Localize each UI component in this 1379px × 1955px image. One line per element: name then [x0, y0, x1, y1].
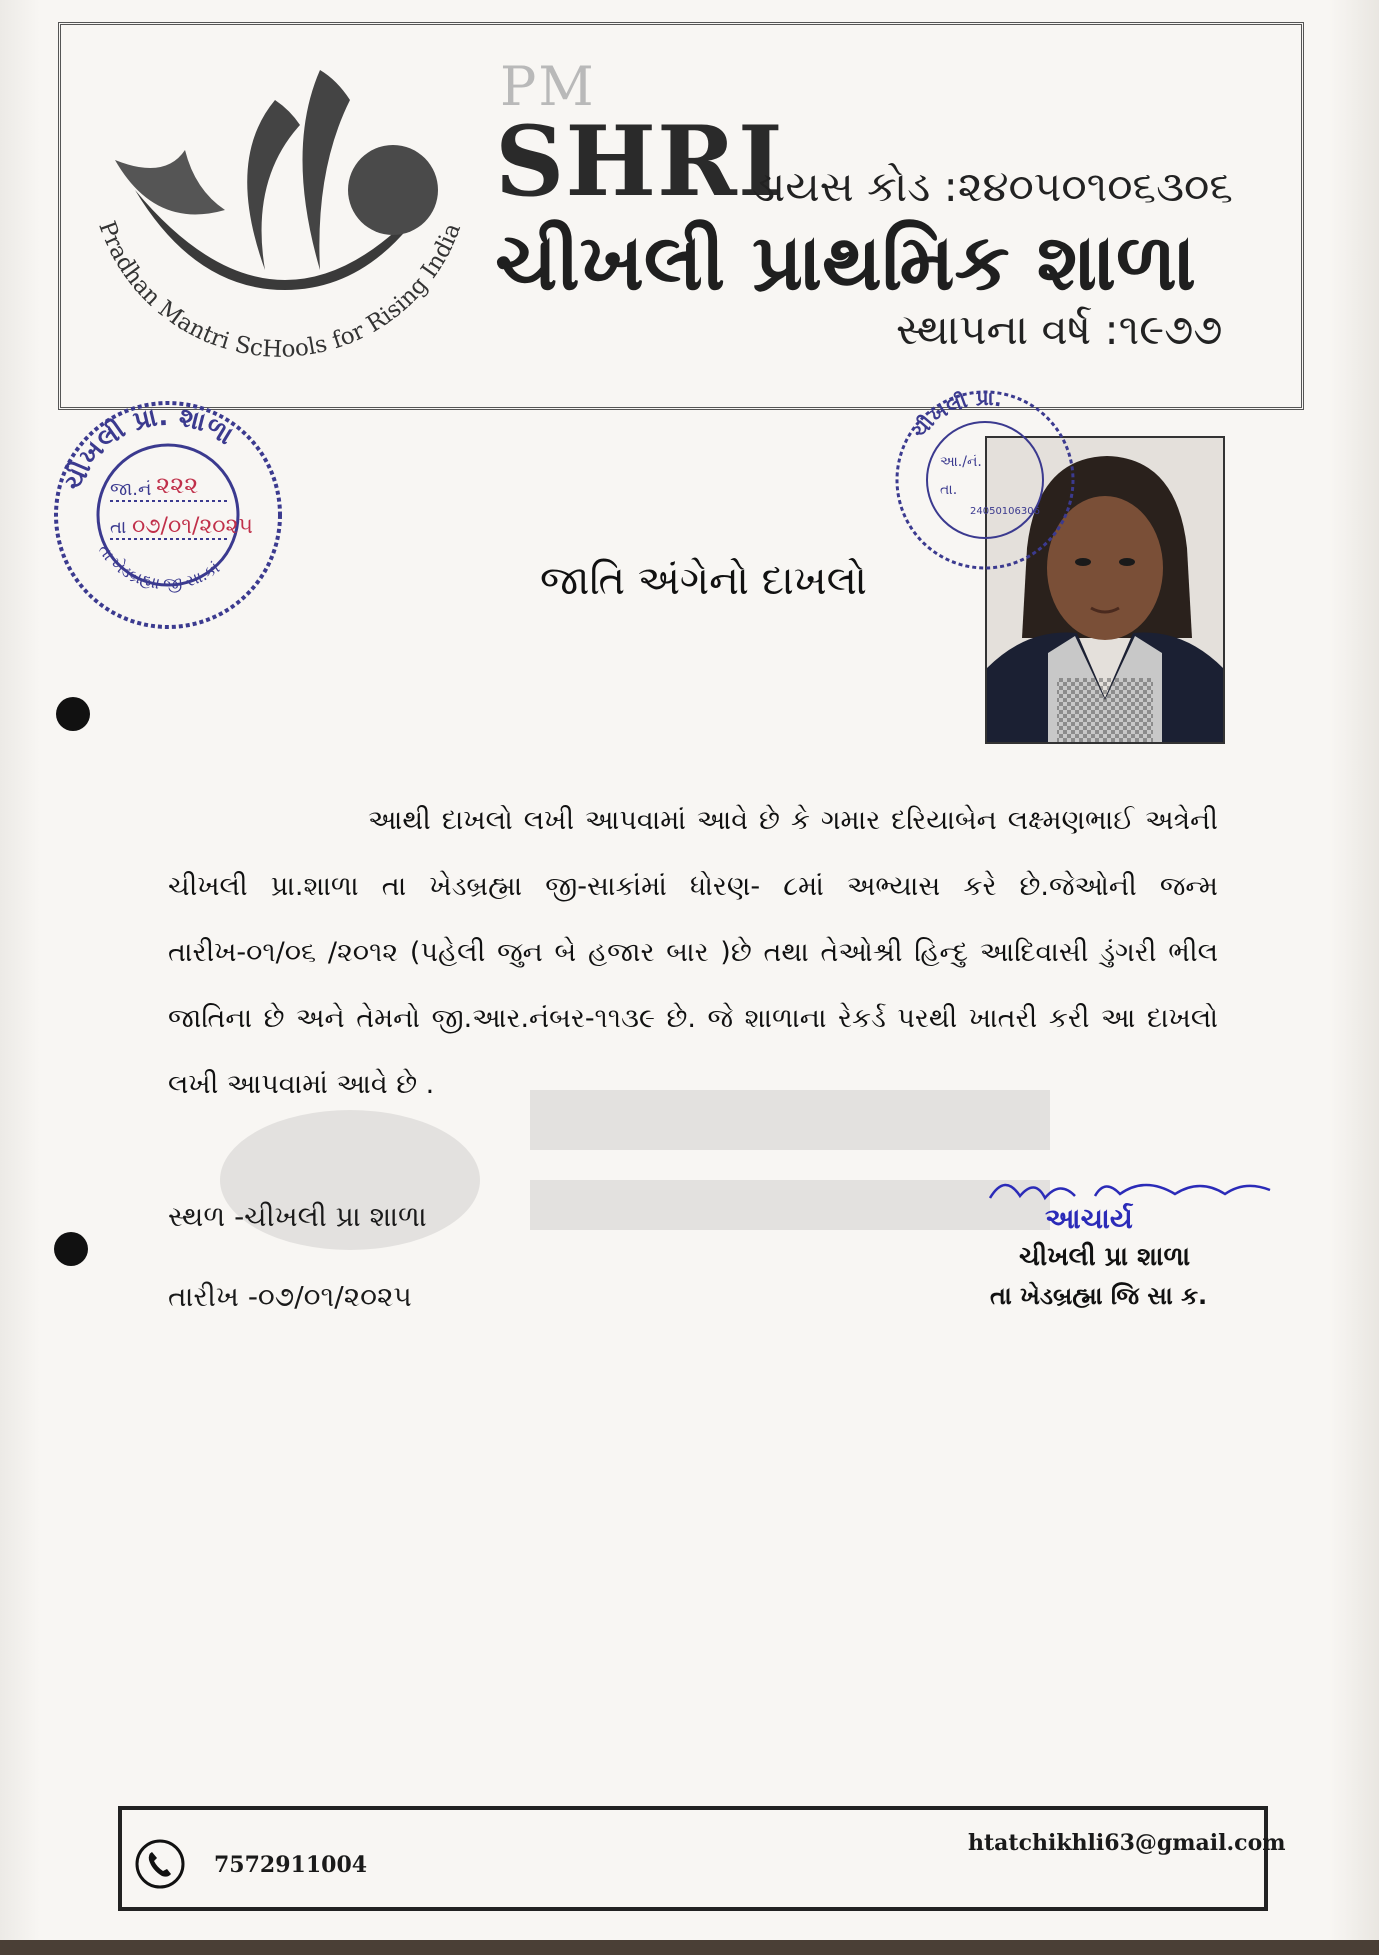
- phone-icon: [134, 1838, 186, 1890]
- certificate-body: [168, 788, 1218, 1118]
- email-address: htatchikhli63@gmail.com: [968, 1830, 1286, 1856]
- signatory-title: આચાર્ય: [1045, 1202, 1133, 1235]
- right-stamp-code: 24050106306: [970, 506, 1040, 517]
- right-stamp-no-label: આ./નં.: [940, 454, 982, 470]
- stamp-no-value: ૨૨૨: [156, 471, 199, 499]
- logo-tagline: Pradhan Mantri ScHools for Rising India: [93, 217, 467, 363]
- stamp-bottom-text: તા ખેડબ્રહ્મા જી સા.કાં: [94, 540, 224, 594]
- right-stamp-date-label: તા.: [940, 482, 958, 498]
- punch-hole: [56, 697, 90, 731]
- school-name: ચીખલી પ્રાથમિક શાળા: [495, 218, 1196, 308]
- shri-label: SHRI: [495, 105, 784, 218]
- stamp-top-text: ચીખલી પ્રા. શાળા: [58, 401, 239, 496]
- stamp-no-label: જા.નં: [110, 479, 152, 500]
- dise-code: ડાયસ કોડ :૨૪૦૫૦૧૦૬૩૦૬: [752, 162, 1233, 211]
- body-line-1: આથી દાખલો લખી આપવામાં આવે છે કે ગમાર દરિયાબેન લક્ષ્મણભાઈ: [368, 805, 1135, 836]
- signatory-address: તા ખેડબ્રહ્મા જિ સા ક.: [990, 1282, 1208, 1310]
- pm-label: PM: [500, 55, 596, 118]
- certificate-title: જાતિ અંગેનો દાખલો: [540, 558, 867, 604]
- school-stamp-left: [48, 395, 288, 635]
- punch-hole: [54, 1232, 88, 1266]
- stamp-date-label: તા: [110, 517, 127, 538]
- place-label: સ્થળ -ચીખલી પ્રા શાળા: [168, 1200, 427, 1233]
- stamp-date-value: ૦૭/૦૧/૨૦૨૫: [132, 514, 253, 539]
- established-year: સ્થાપના વર્ષ :૧૯૭૭: [896, 305, 1223, 354]
- phone-number: 7572911004: [214, 1852, 368, 1878]
- footer-contact-bar: [118, 1806, 1286, 1911]
- body-rest: અત્રેની ચીખલી પ્રા.શાળા તા ખેડબ્રહ્મા જી-સાકાંમાં ધોરણ- ૮માં અભ્યાસ કરે છે.જેઓની જન્મ તારીખ-૦૧/૦૬ /૨૦૧૨ (પહેલી જુન બે હજાર બાર )છે તથા તેઓશ્રી હિન્દુ આદિવાસી ડુંગરી ભીલ જાતિના છે અને તેમનો જી.આર.નંબર-૧૧૩૯ છે. જે શાળાના રેકર્ડ પરથી ખાતરી કરી આ દાખલો લખી આપવામાં આવે છે .: [168, 805, 1218, 1100]
- school-stamp-right: [890, 380, 1080, 580]
- right-stamp-top-text: ચીખલી પ્રા.: [906, 385, 1005, 443]
- pm-shri-logo: [75, 40, 495, 400]
- signatory-school: ચીખલી પ્રા શાળા: [1019, 1242, 1191, 1272]
- issue-date: તારીખ -૦૭/૦૧/૨૦૨૫: [168, 1280, 412, 1313]
- scan-bottom-edge: [0, 1940, 1379, 1955]
